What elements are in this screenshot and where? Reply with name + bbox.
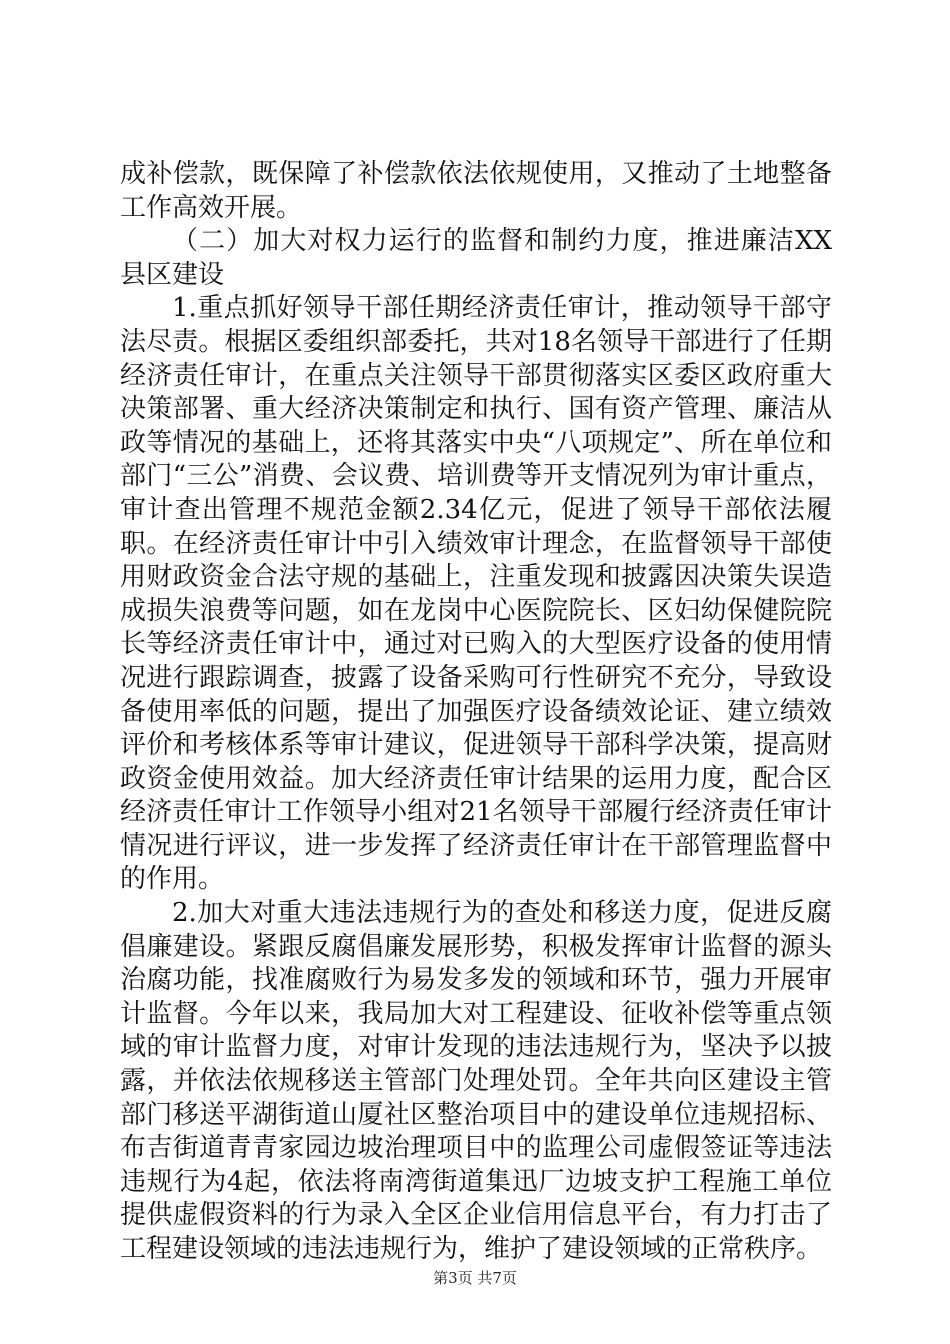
paragraph-item-2: 2.加大对重大违法违规行为的查处和移送力度，促进反腐倡廉建设。紧跟反腐倡廉发展形势，积极发挥审计监督的源头治腐功能，找准腐败行为易发多发的领域和环节，强力开展审计监督。今年以来，我局加大对工程建设、征收补偿等重点领域的审计监督力度，对审计发现的违法违规行为，坚决予以披露，并依法依规移送主管部门处理处罚。全年共向区建设主管部门移送平湖街道山厦社区整治项目中的建设单位违规招标、布吉街道青青家园边坡治理项目中的监理公司虚假签证等违法违规行为4起，依法将南湾街道集迅厂边坡支护工程施工单位提供虚假资料的行为录入全区企业信用信息平台，有力打击了工程建设领域的违法违规行为，维护了建设领域的正常秩序。 (120, 898, 832, 1264)
paragraph-continuation: 成补偿款，既保障了补偿款依法依规使用，又推动了土地整备工作高效开展。 (120, 159, 832, 223)
page-footer: 第3页 共7页 (433, 1269, 517, 1287)
section-heading: （二）加大对权力运行的监督和制约力度，推进廉洁XX县区建设 (120, 226, 832, 290)
paragraph-item-1: 1.重点抓好领导干部任期经济责任审计，推动领导干部守法尽责。根据区委组织部委托，共对18名领导干部进行了任期经济责任审计，在重点关注领导干部贯彻落实区委区政府重大决策部署、重大经济决策制定和执行、国有资产管理、廉洁从政等情况的基础上，还将其落实中央“八项规定”、所在单位和部门“三公”消费、会议费、培训费等开支情况列为审计重点，审计查出管理不规范金额2.34亿元，促进了领导干部依法履职。在经济责任审计中引入绩效审计理念，在监督领导干部使用财政资金合法守规的基础上，注重发现和披露因决策失误造成损失浪费等问题，如在龙岗中心医院院长、区妇幼保健院院长等经济责任审计中，通过对已购入的大型医疗设备的使用情况进行跟踪调查，披露了设备采购可行性研究不充分，导致设备使用率低的问题，提出了加强医疗设备绩效论证、建立绩效评价和考核体系等审计建议，促进领导干部科学决策，提高财政资金使用效益。加大经济责任审计结果的运用力度，配合区经济责任审计工作领导小组对21名领导干部履行经济责任审计情况进行评议，进一步发挥了经济责任审计在干部管理监督中的作用。 (120, 293, 832, 895)
document-body (120, 158, 832, 1267)
